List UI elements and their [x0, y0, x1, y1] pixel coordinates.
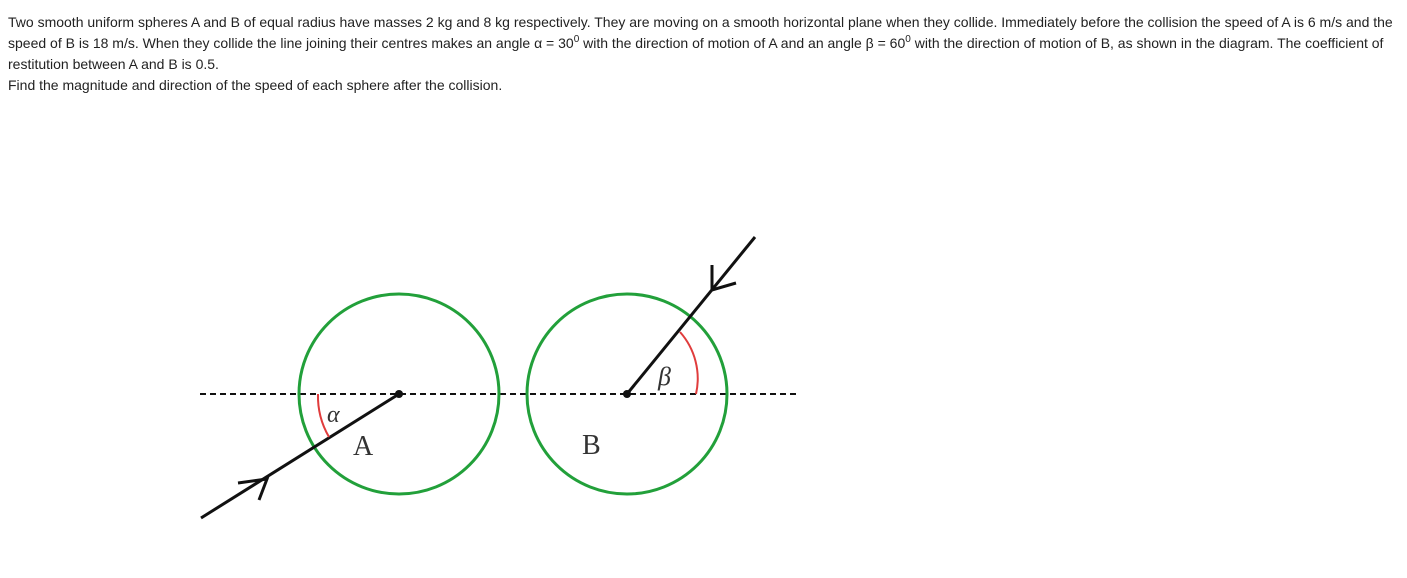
sphere-b-centre	[623, 390, 631, 398]
question-task: Find the magnitude and direction of the speed of each sphere after the collision.	[8, 77, 503, 93]
sphere-b-velocity-line	[627, 237, 755, 394]
sphere-b-label: B	[582, 430, 601, 461]
degree-symbol-beta: 0	[905, 34, 911, 45]
question-part-2: with the direction of motion of A and an angle β = 60	[579, 35, 906, 51]
beta-label: β	[658, 362, 671, 391]
question-part-1: Two smooth uniform spheres A and B of equal radius have masses 2 kg and 8 kg respectively. They are moving on a smooth horizontal plane when they collide. Immediately before the collision the speed of A is 6 m/s and the speed of B is 18 m/s. When they collide the line joining their centres makes an angle α = 30	[8, 14, 1393, 51]
degree-symbol-alpha: 0	[573, 34, 580, 45]
question-part-3: with the direction of motion of B, as shown in the diagram. The coefficient of restitution between A and B is 0.5.	[8, 35, 1384, 72]
sphere-a-arrow-icon	[238, 479, 267, 500]
sphere-a-label: A	[353, 431, 374, 462]
sphere-a-centre	[395, 390, 403, 398]
beta-arc	[680, 332, 698, 394]
alpha-label: α	[327, 402, 340, 428]
